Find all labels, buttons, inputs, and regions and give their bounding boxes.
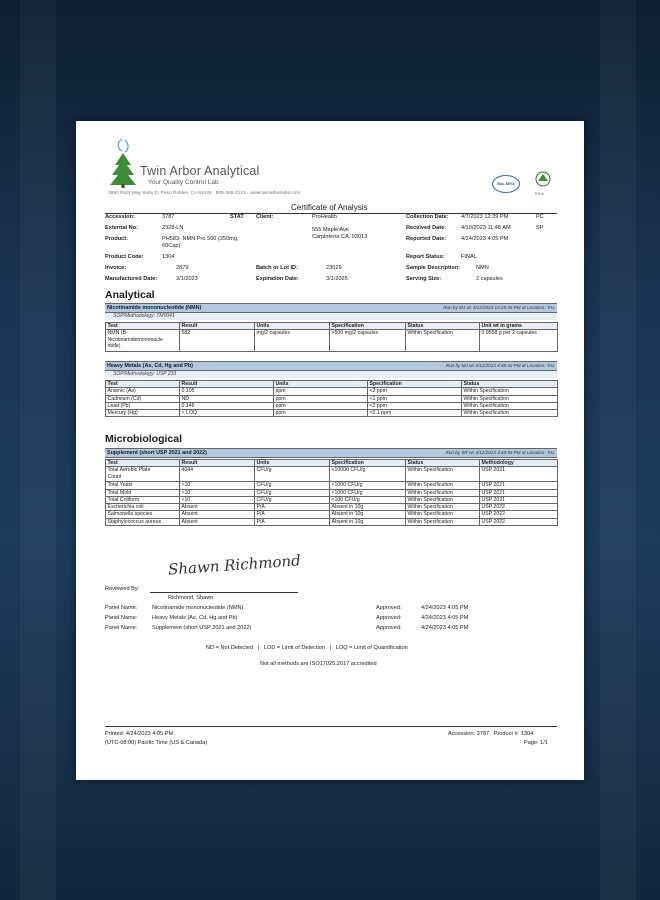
signature: Shawn Richmond xyxy=(167,551,302,579)
col-header: Specification xyxy=(330,460,406,467)
manufactured-value: 3/1/2023 xyxy=(176,276,198,282)
external-value: 2328-LN xyxy=(162,225,184,231)
metals-sop: SOP/Methodology: USP 233 xyxy=(105,371,557,378)
lot-label: Batch or Lot ID: xyxy=(256,265,298,271)
nmn-panel-title: Nicotinamide mononucleotide (NMN) xyxy=(107,305,202,311)
col-header: Unit wt in grams xyxy=(480,323,558,330)
background-stripe xyxy=(20,0,56,900)
collection-value: 4/7/2023 12:39 PM xyxy=(461,214,509,220)
expiration-value: 3/1/2025 xyxy=(326,276,348,282)
reviewed-by-label: Reviewed By: xyxy=(105,586,140,592)
pjla-label: PJLA xyxy=(535,192,544,196)
background-stripe xyxy=(600,0,636,900)
table-header-row xyxy=(106,460,558,467)
manufactured-label: Manufactured Date: xyxy=(105,276,158,282)
col-header: Result xyxy=(180,381,274,388)
sample-description-label: Sample Description: xyxy=(406,265,461,271)
client-name: ProHealth xyxy=(312,214,337,220)
micro-panel-title: Supplement (short USP 2021 and 2022) xyxy=(107,450,207,456)
external-label: External No: xyxy=(105,225,138,231)
invoice-label: Invoice: xyxy=(105,265,127,271)
company-tagline: Your Quality Control Lab xyxy=(148,179,219,186)
table-row: Total Mold <10 CFU/g <1000 CFU/g Within Specification USP 2021 xyxy=(106,489,558,496)
reviewer-name: Richmond, Shawn xyxy=(168,595,214,601)
company-name: Twin Arbor Analytical xyxy=(140,164,260,178)
micro-results-table xyxy=(105,459,558,526)
table-row: Staphylococcus aureus Absent P/A Absent in 10g Within Specification USP 2022 xyxy=(106,518,558,525)
received-label: Received Date: xyxy=(406,225,447,231)
print-timezone: (UTC-08:00) Pacific Time (US & Canada) xyxy=(105,740,208,746)
col-header: Specification xyxy=(368,381,462,388)
bac-mra-badge: Bac-MRA xyxy=(492,175,520,193)
status-cell: Within Specification xyxy=(406,330,480,352)
analytical-heading: Analytical xyxy=(105,289,155,301)
col-header: Result xyxy=(180,323,255,330)
col-header: Test xyxy=(106,381,180,388)
document-title: Certificate of Analysis xyxy=(291,203,368,212)
microbiological-heading: Microbiological xyxy=(105,433,183,445)
col-header: Status xyxy=(462,381,558,388)
received-value: 4/10/2023 11:48 AM xyxy=(461,225,511,231)
table-row: Total Yeast <10 CFU/g <1000 CFU/g Within Specification USP 2021 xyxy=(106,482,558,489)
nmn-sop: SOP/Methodology: TM0041 xyxy=(105,313,557,320)
accreditation-note: Not all methods are ISO17025:2017 accredited xyxy=(260,661,377,667)
col-header: Units xyxy=(274,381,368,388)
printed-date: Printed: 4/24/2023 4:05 PM xyxy=(105,731,174,737)
table-row: Total Coliform <10 CFU/g <100 CFU/g Within Specification USP 2021 xyxy=(106,496,558,503)
table-row: Salmonella species Absent P/A Absent in 10g Within Specification USP 2022 xyxy=(106,511,558,518)
company-address: 3990 Ruth Way Suite D, Paso Robles, CA 93446 · 805-369-2123 · www.twinarborlabs.com xyxy=(108,191,301,196)
nmn-panel-band xyxy=(105,303,557,313)
metals-panel-title: Heavy Metals (As, Cd, Hg and Pb) xyxy=(107,363,193,369)
col-header: Status xyxy=(406,460,480,467)
client-address-line1: 555 Maple Ave xyxy=(312,227,349,233)
product-code-value: 1304 xyxy=(162,254,175,260)
footer-accession-product: Accession: 3787 Product #: 1304 xyxy=(448,731,534,737)
unit-weight-cell: 0.9558 g per 2 capsules xyxy=(480,330,558,352)
micro-panel-band xyxy=(105,448,557,458)
table-row: Lead (Pb) 0.146 ppm <2 ppm Within Specification xyxy=(106,402,558,409)
units-cell: mg/2 capsules xyxy=(255,330,330,352)
table-row xyxy=(106,330,558,352)
report-status-label: Report Status: xyxy=(406,254,445,260)
col-header: Test xyxy=(106,460,180,467)
pine-tree-logo-icon xyxy=(108,137,138,189)
metals-run-info: Run by MJ on 4/12/2023 4:48:42 PM at Location: TAL xyxy=(445,363,555,368)
table-row: Mercury (Hg) < LOQ ppm <0.1 ppm Within Specification xyxy=(106,410,558,417)
micro-run-info: Run by SR on 4/12/2023 3:48:55 PM at Location: TAL xyxy=(445,450,555,455)
invoice-value: 2879 xyxy=(176,265,189,271)
nmn-results-table xyxy=(105,322,558,352)
table-row: Total Aerobic Plate Count 4044 CFU/g <10000 CFU/g Within Specification USP 2021 xyxy=(106,467,558,482)
col-header: Result xyxy=(180,460,255,467)
footer-divider xyxy=(105,726,557,727)
serving-size-label: Serving Size: xyxy=(406,276,442,282)
table-header-row xyxy=(106,323,558,330)
product-label: Product: xyxy=(105,236,128,242)
accession-label: Accession: xyxy=(105,214,135,220)
product-value-cont: 60Cap) xyxy=(162,243,181,249)
table-row: Cadmium (Cd) ND ppm <1 ppm Within Specification xyxy=(106,395,558,402)
expiration-label: Expiration Date: xyxy=(256,276,299,282)
col-header: Specification xyxy=(330,323,406,330)
col-header: Units xyxy=(255,460,330,467)
test-cell: NMN (B- Nicotinamidemononucle otide) xyxy=(106,330,180,352)
collection-tz: PC xyxy=(536,214,544,220)
stat-flag: STAT xyxy=(230,214,244,220)
certificate-page: Twin Arbor Analytical Your Quality Control Lab 3990 Ruth Way Suite D, Paso Robles, CA 93446 · 805-369-2123 · www.twinarborlabs.com Bac-MRA PJLA Certificate of Analysis Accession: 3787 STAT External No: 2328-LN Product: PH583- NMN Pro 500 (250mg, 60Cap) Product Code: 1304 Invoice: 2879 Manufactured Date: 3/1/2023 Client: ProHealth 555 Maple Ave Carpinteria CA, 93013 Batch or Lot ID: 23029 Expiration Date: 3/1/2025 Collection Date: 4/7/2023 12:39 PM PC Received Date: 4/10/2023 11:48 AM SP Reported Date: 4/24/2023 4:05 PM Report Status: FINAL Sample Description: NMN Serving Size: 2 capsules Analytical Nicotinamide mononucleotide (NMN) Run by MJ on 4/12/2023 12:29:36 PM at Location: TAL SOP/Methodology: TM0041 Test Result Units Specification Status Unit wt in grams NMN (B- Nicotinamidemononucle otide) 582 mg/2 capsules >500 mg/2 capsules Within Specification 0.9558 g per 2 capsules Heavy Metals (As, Cd, Hg and Pb) Run by MJ on 4/12/2023 4:48:42 PM at Location: TAL SOP/Methodology: USP 233 Test Result Units Specification Status Arsenic (As) 0.105 ppm <2 ppm Within Specification Cadmium (Cd) ND ppm <1 ppm Within Specification Lead (Pb) 0.146 ppm <2 ppm Within Specification Mercury (Hg) < LOQ ppm <0.1 ppm Within Specification Microbiological Supplement (short USP 2021 and 2022) Run by SR on 4/12/2023 3:48:55 PM at Location: TAL Test Result Units Specification Status Methodology Total Aerobic Plate Count 4044 CFU/g <10000 CFU/g Within Specification USP 2021 Total Yeast <10 CFU/g <1000 CFU/g Within Specification USP 2021 Total Mold <10 CFU/g <1000 CFU/g Within Specification USP 2021 Total Coliform <10 CFU/g <100 CFU/g Within Specification USP 2021 Escherichia coli Absent P/A Absent in 10g Within Specification USP 2022 Salmonella species Absent P/A Absent in 10g Within Specification USP 2022 Staphylococcus aureus Absent P/A Absent in 10g Within Specification USP 2022 Shawn Richmond Reviewed By: Richmond, Shawn Panel Name: Nicotinamide mononucleotide (NMN) Approved: 4/24/2023 4:05 PM Panel Name: Heavy Metals (As, Cd, Hg and Pb) Approved: 4/24/2023 4:05 PM Panel Name: Supplement (short USP 2021 and 2022) Approved: 4/24/2023 4:05 PM ND = Not Detected | LOD = Limit of Detection | LOQ = Limit of Quantification Not all methods are ISO17025:2017 accredited Printed: 4/24/2023 4:05 PM (UTC-08:00) Pacific Time (US & Canada) Accession: 3787 Product #: 1304 Page: 1/1 xyxy=(76,121,584,780)
pjla-badge-icon xyxy=(531,170,555,192)
col-header: Units xyxy=(255,323,330,330)
abbreviation-legend: ND = Not Detected | LOD = Limit of Detection | LOQ = Limit of Quantification xyxy=(206,645,408,651)
accession-value: 3787 xyxy=(162,214,175,220)
col-header: Methodology xyxy=(480,460,558,467)
sample-description-value: NMN xyxy=(476,265,489,271)
table-row: Arsenic (As) 0.105 ppm <2 ppm Within Specification xyxy=(106,388,558,395)
product-code-label: Product Code: xyxy=(105,254,144,260)
received-tz: SP xyxy=(536,225,544,231)
client-address-line2: Carpinteria CA, 93013 xyxy=(312,234,368,240)
reported-value: 4/24/2023 4:05 PM xyxy=(461,236,509,242)
spec-cell: >500 mg/2 capsules xyxy=(330,330,406,352)
result-cell: 582 xyxy=(180,330,255,352)
col-header: Test xyxy=(106,323,180,330)
product-value: PH583- NMN Pro 500 (250mg, xyxy=(162,236,239,242)
col-header: Status xyxy=(406,323,480,330)
metals-results-table xyxy=(105,380,558,417)
serving-size-value: 2 capsules xyxy=(476,276,503,282)
table-header-row xyxy=(106,381,558,388)
metals-panel-band xyxy=(105,361,557,371)
signature-line xyxy=(150,592,298,593)
nmn-run-info: Run by MJ on 4/12/2023 12:29:36 PM at Location: TAL xyxy=(443,305,555,310)
reported-label: Reported Date: xyxy=(406,236,447,242)
report-status-value: FINAL xyxy=(461,254,477,260)
table-row: Escherichia coli Absent P/A Absent in 10g Within Specification USP 2022 xyxy=(106,504,558,511)
lot-value: 23029 xyxy=(326,265,342,271)
collection-label: Collection Date: xyxy=(406,214,449,220)
client-label: Client: xyxy=(256,214,274,220)
page-number: Page: 1/1 xyxy=(524,740,548,746)
test-cell: Total Aerobic Plate Count xyxy=(106,467,180,482)
